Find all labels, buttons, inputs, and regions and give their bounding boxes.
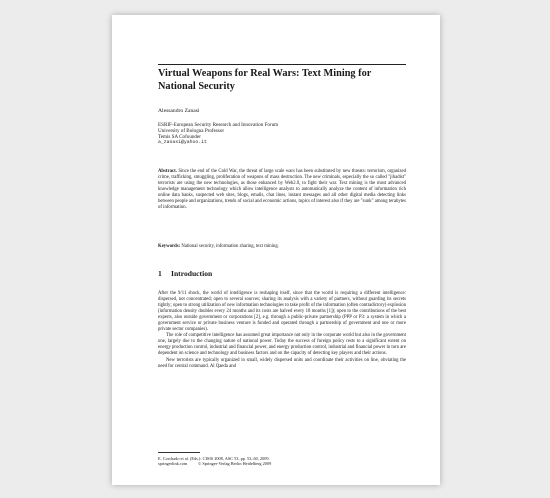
- keywords-text: National security, information sharing, text mining.: [181, 244, 279, 249]
- abstract: [158, 169, 406, 211]
- author-email: a_zanasi@yahoo.it: [158, 140, 207, 146]
- abstract-label: Abstract.: [158, 169, 177, 174]
- footer-citation: E. Corchado et al. (Eds.): CISIS 2008, ASC 53, pp. 53–60, 2009.: [158, 456, 270, 461]
- author-name: Alessandro Zanasi: [158, 108, 200, 114]
- affiliation-line: ESRIF-European Security Research and Innovation Forum: [158, 122, 279, 128]
- keywords: [158, 244, 406, 250]
- paragraph: New terrorists are typically organized in small, widely dispersed units and coordinate their activities on line, obviating the need for central command. Al Qaeda and: [158, 357, 406, 369]
- paragraph: The role of competitive intelligence has assumed great importance not only in the corporate world but also in the government one, largely due to the changing nature of national power. Today the success of foreign policy rests to a significant extent on energy production control, industrial and financial power, and energy production control, industrial and financial power in turn are dependent on science and technology and business factors and on the capacity of detecting key players and their actions.: [158, 333, 406, 357]
- section-heading: [158, 269, 212, 278]
- footer-publisher: springerlink.com © Springer-Verlag Berlin Heidelberg 2009: [158, 461, 272, 467]
- affiliation-line: Temis SA Cofounder: [158, 134, 201, 141]
- paragraph: After the 9/11 shock, the world of intelligence is reshaping itself, since that the world is requiring a different intelligence: dispersed, not concentrated; open to several sources; sharing its analysis with a variety of partners, without guarding its secrets tightly; open to strong utilization of new information technologies to take profit of the information (often contradictory) explosion (information density doubles every 24 months and its costs are halved every 18 months [1]); open to the contributions of the best experts, also outside government or corporations [2], e.g. through a public-private partnership (PPP or P3: a system in which a government service or private business venture is funded and operated through a partnership of government and one or more private sector companies).: [158, 291, 406, 333]
- abstract-text: Since the end of the Cold War, the threat of large scale wars has been substituted by new threats: terrorism, organized crime, trafficking, smuggling, proliferation of weapons of mass destruction. The new criminals, especially the so called "jihadist" terrorists are using the new technologies, as those enhanced by Web2.0, to fight their war. Text mining is the most advanced knowledge management technology which allow intelligence analysts to automatically analyze the content of information rich online data banks, suspected web sites, blogs, emails, chat lines, instant messages and all other digital media detecting links between people and organizations, trends of social and economic actions, topics of interest also if they are "sunk" among terabytes of information.: [158, 169, 407, 210]
- footer-rule: [158, 452, 200, 453]
- affiliation-line: University of Bologna Professor: [158, 128, 225, 135]
- page-footer: [158, 456, 271, 467]
- paper-page: [112, 15, 440, 485]
- keywords-label: Keywords:: [158, 244, 181, 249]
- paper-title: Virtual Weapons for Real Wars: Text Mining for National Security: [158, 68, 372, 92]
- page-content: [158, 15, 406, 485]
- affiliation-block: [158, 122, 278, 146]
- section-number: 1: [158, 269, 162, 278]
- section-title: Introduction: [171, 269, 213, 278]
- body-text: [158, 291, 406, 370]
- title-rule: [158, 64, 406, 65]
